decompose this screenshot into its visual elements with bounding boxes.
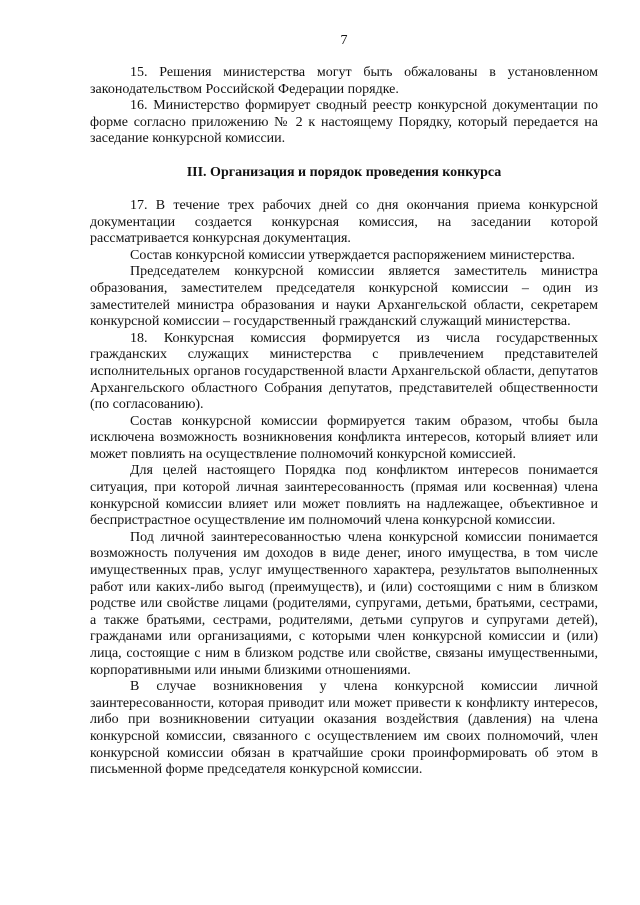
paragraph-15: 15. Решения министерства могут быть обжалованы в установленном законодательством Российской Федерации порядке. <box>90 65 598 97</box>
paragraph-chairman: Председателем конкурсной комиссии является заместитель министра образования, заместителем председателя конкурсной комиссии – один из заместителей министра образования и науки Архангельской области, секретарем конкурсной комиссии – государственный гражданский служащий министерства. <box>90 264 598 330</box>
paragraph-commission-approval: Состав конкурсной комиссии утверждается распоряжением министерства. <box>130 247 575 263</box>
paragraph-18: 18. Конкурсная комиссия формируется из числа государственных гражданских служащих министерства с привлечением представителей исполнительных органов государственной власти Архангельской области, депутатов Архангельского областного Собрания депутатов, представителей общественности (по согласованию). <box>90 330 598 413</box>
paragraph-17: 17. В течение трех рабочих дней со дня окончания приема конкурсной документации создается конкурсная комиссия, на заседании которой рассматривается конкурсная документация. <box>90 197 598 247</box>
section-heading: III. Организация и порядок проведения конкурса <box>186 164 502 180</box>
paragraph-personal-interest: Под личной заинтересованностью члена конкурсной комиссии понимается возможность получения им доходов в виде денег, иного имущества, в том числе имущественных прав, услуг имущественного характера, результатов выполненных работ или каких-либо выгод (преимуществ), и (или) состоящими с ним в близком родстве или свойстве лицами (родителями, супругами, детьми, братьями, сестрами, а также братьями, сестрами, родителями, детьми супругов и супругами детей), гражданами или организациями, с которыми член конкурсной комиссии и (или) лица, состоящие с ним в близком родстве или свойстве, связаны имущественными, корпоративными или иными близкими отношениями. <box>90 529 598 678</box>
page-number: 7 <box>340 33 348 48</box>
paragraph-notification-duty: В случае возникновения у члена конкурсной комиссии личной заинтересованности, которая приводит или может привести к конфликту интересов, либо при возникновении ситуации оказания воздействия (давления) на члена конкурсной комиссии, связанного с осуществлением им своих полномочий, член конкурсной комиссии обязан в кратчайшие сроки проинформировать об этом в письменной форме председателя конкурсной комиссии. <box>90 679 598 778</box>
paragraph-conflict-definition: Для целей настоящего Порядка под конфликтом интересов понимается ситуация, при которой личная заинтересованность (прямая или косвенная) члена конкурсной комиссии влияет или может повлиять на надлежащее, объективное и беспристрастное осуществление им полномочий члена конкурсной комиссии. <box>90 463 598 529</box>
paragraph-16: 16. Министерство формирует сводный реестр конкурсной документации по форме согласно приложению № 2 к настоящему Порядку, который передается на заседание конкурсной комиссии. <box>90 98 598 147</box>
paragraph-conflict-exclusion: Состав конкурсной комиссии формируется таким образом, чтобы была исключена возможность возникновения конфликта интересов, который влияет или может повлиять на осуществление полномочий конкурсной комиссией. <box>90 413 598 462</box>
